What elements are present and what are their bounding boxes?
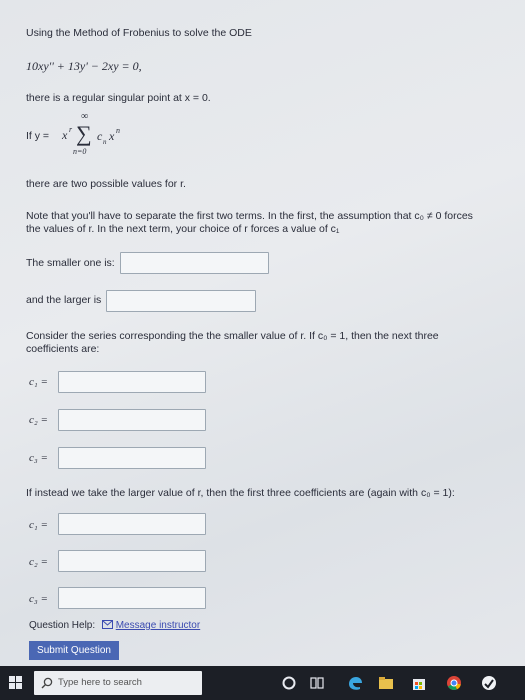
note-line-2: the values of r. In the next term, your choice of r forces a value of c₁ <box>26 223 340 235</box>
small-c3-input[interactable] <box>58 447 206 469</box>
two-values-text: there are two possible values for r. <box>26 178 186 190</box>
sigma-symbol: ∑ <box>76 121 92 146</box>
submit-question-button[interactable]: Submit Question <box>29 641 119 660</box>
smaller-root-input[interactable] <box>120 252 269 274</box>
small-c1-input[interactable] <box>58 371 206 393</box>
cortana-icon[interactable] <box>281 675 297 691</box>
smaller-root-label: The smaller one is: <box>26 257 115 269</box>
large-c3-label: c₃ = <box>29 593 48 605</box>
series-coef: c <box>97 129 103 143</box>
ode-equation: 10xy'' + 13y' − 2xy = 0, <box>26 59 142 73</box>
task-view-icon[interactable] <box>309 675 325 691</box>
series-x: x <box>62 128 68 142</box>
taskbar-search-box[interactable] <box>34 671 202 695</box>
taskbar-search-placeholder: Type here to search <box>58 677 142 688</box>
message-instructor-link[interactable]: Message instructor <box>115 620 201 631</box>
smaller-series-line-1: Consider the series corresponding the the smaller value of r. If c₀ = 1, then the next three <box>26 330 439 342</box>
question-help <box>29 619 200 633</box>
edge-browser-icon[interactable] <box>347 675 363 691</box>
mail-icon <box>102 620 113 633</box>
small-c2-input[interactable] <box>58 409 206 431</box>
file-explorer-icon[interactable] <box>378 675 394 691</box>
series-x2: x <box>109 129 115 143</box>
app-icon[interactable] <box>481 675 497 691</box>
large-c2-label: c₂ = <box>29 556 48 568</box>
search-icon <box>41 676 53 694</box>
chrome-icon[interactable] <box>446 675 462 691</box>
series-x-exponent: r <box>69 125 73 134</box>
sum-lower-limit: n=0 <box>73 147 87 156</box>
windows-taskbar <box>0 666 525 700</box>
small-c1-label: c₁ = <box>29 376 48 388</box>
series-x2-exponent: n <box>116 126 120 135</box>
larger-series-text: If instead we take the larger value of r, then the first three coefficients are (again with c₀ = 1): <box>26 487 455 499</box>
note-line-1: Note that you'll have to separate the first two terms. In the first, the assumption that c₀ ≠ 0 forces <box>26 210 473 222</box>
large-c3-input[interactable] <box>58 587 206 609</box>
large-c2-input[interactable] <box>58 550 206 572</box>
series-coef-sub: n <box>103 138 107 146</box>
small-c2-label: c₂ = <box>29 414 48 426</box>
larger-root-label: and the larger is <box>26 294 102 306</box>
small-c3-label: c₃ = <box>29 452 48 464</box>
intro-text: Using the Method of Frobenius to solve the ODE <box>26 27 252 39</box>
sum-upper-limit: ∞ <box>81 111 89 122</box>
store-icon[interactable] <box>411 675 427 691</box>
large-c1-input[interactable] <box>58 513 206 535</box>
singular-point-text: there is a regular singular point at x = 0. <box>26 92 211 104</box>
windows-start-icon[interactable] <box>9 676 23 695</box>
smaller-series-line-2: coefficients are: <box>26 343 100 355</box>
question-help-label: Question Help: <box>29 620 96 631</box>
larger-root-input[interactable] <box>106 290 256 312</box>
large-c1-label: c₁ = <box>29 519 48 531</box>
series-prefix: If y = <box>26 130 50 142</box>
